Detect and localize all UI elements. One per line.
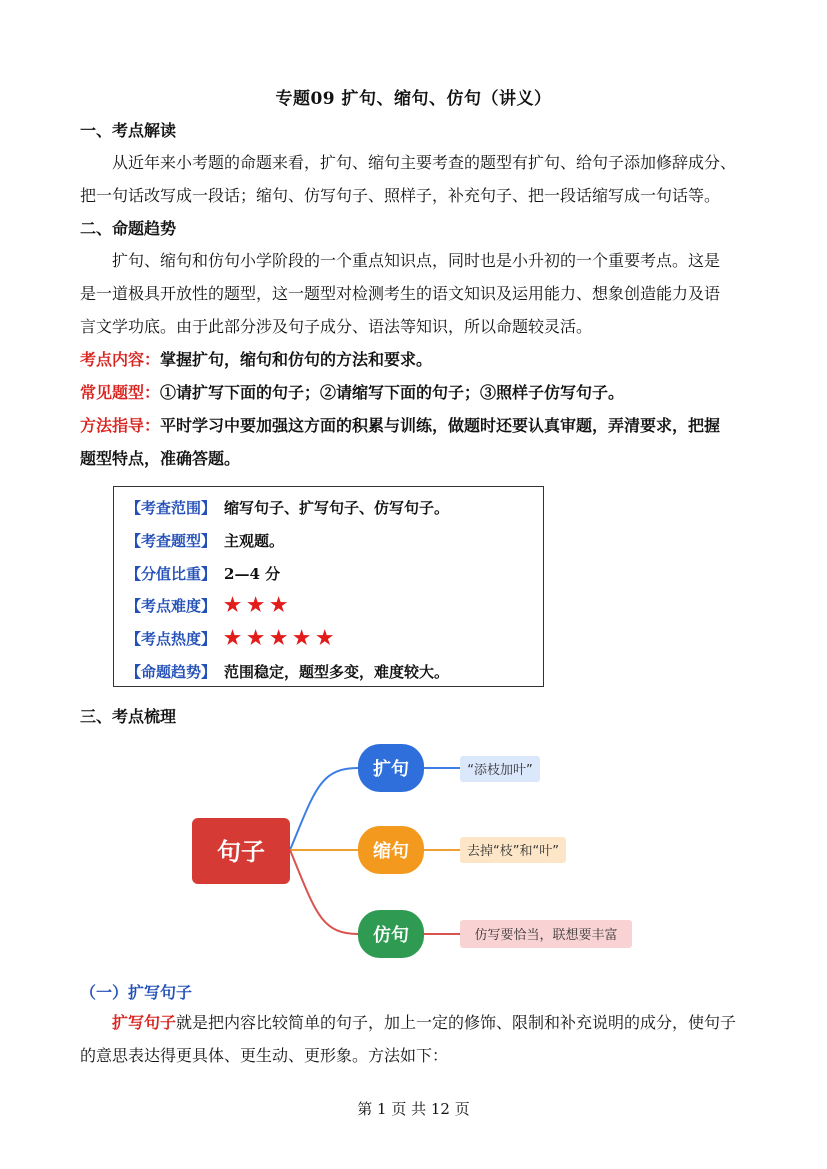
info-row-trend: 【命题趋势】 范围稳定，题型多变，难度较大。	[126, 663, 450, 681]
method-guide-label: 方法指导：	[80, 416, 161, 435]
common-types-label: 常见题型：	[80, 383, 161, 402]
star-icon: ★	[247, 594, 265, 616]
info-row-score: 【分值比重】 2—4 分	[126, 565, 281, 583]
mindmap	[180, 730, 650, 970]
star-icon: ★	[316, 627, 334, 649]
mindmap-link-expand	[290, 768, 358, 850]
star-icon: ★	[224, 627, 242, 649]
section-heading-2: 二、命题趋势	[80, 219, 177, 238]
document-title: 专题09 扩句、缩句、仿句（讲义）	[275, 89, 552, 109]
svg-text:“添枝加叶”: “添枝加叶”	[467, 763, 533, 778]
svg-text:仿写要恰当，联想要丰富: 仿写要恰当，联想要丰富	[474, 928, 618, 943]
star-icon: ★	[270, 594, 288, 616]
mindmap-root-label: 句子	[217, 838, 265, 866]
method-guide-line: 方法指导：平时学习中要加强这方面的积累与训练，做题时还要认真审题，弄清要求，把握 题型特点，准确答题。	[80, 416, 721, 468]
info-row-difficulty: 【考点难度】 ★ ★ ★	[126, 594, 293, 616]
section-heading-1: 一、考点解读	[80, 121, 177, 140]
paragraph-3: 扩写句子就是把内容比较简单的句子，加上一定的修饰、限制和补充说明的成分，使句子 的意思表达得更具体、更生动、更形象。方法如下：	[80, 1013, 737, 1065]
section-heading-3: 三、考点梳理	[80, 707, 177, 726]
subsection-heading: （一）扩写句子	[80, 983, 193, 1002]
paragraph-2: 扩句、缩句和仿句小学阶段的一个重点知识点，同时也是小升初的一个重要考点。这是 是一道极具开放性的题型，这一题型对检测考生的语文知识及运用能力、想象创造能力及语 言文学功底。由于此部分涉及句子成分、语法等知识，所以命题较灵活。	[80, 251, 721, 336]
info-row-type: 【考查题型】 主观题。	[126, 532, 285, 550]
svg-text:去掉“枝”和“叶”: 去掉“枝”和“叶”	[467, 844, 559, 859]
svg-text:仿句: 仿句	[373, 925, 409, 946]
page-footer: 第 1 页 共 12 页	[357, 1100, 470, 1118]
difficulty-stars	[224, 594, 293, 616]
svg-text:缩句: 缩句	[373, 841, 409, 862]
info-row-heat: 【考点热度】 ★ ★ ★ ★ ★	[126, 627, 339, 649]
exam-info-box	[113, 486, 544, 687]
common-types-line: 常见题型：①请扩写下面的句子；②请缩写下面的句子；③照样子仿写句子。	[80, 383, 625, 402]
star-icon: ★	[293, 627, 311, 649]
star-icon: ★	[247, 627, 265, 649]
mindmap-link-imitate	[290, 850, 358, 934]
star-icon: ★	[270, 627, 288, 649]
star-icon: ★	[224, 594, 242, 616]
key-content-line: 考点内容：掌握扩句，缩句和仿句的方法和要求。	[80, 350, 433, 369]
paragraph-1: 从近年来小考题的命题来看，扩句、缩句主要考查的题型有扩句、给句子添加修辞成分、 把一句话改写成一段话；缩句、仿写句子、照样子，补充句子、把一段话缩写成一句话等。	[80, 153, 737, 205]
svg-text:扩句: 扩句	[373, 759, 409, 780]
info-row-scope: 【考查范围】 缩写句子、扩写句子、仿写句子。	[126, 499, 450, 517]
key-content-label: 考点内容：	[80, 350, 161, 369]
